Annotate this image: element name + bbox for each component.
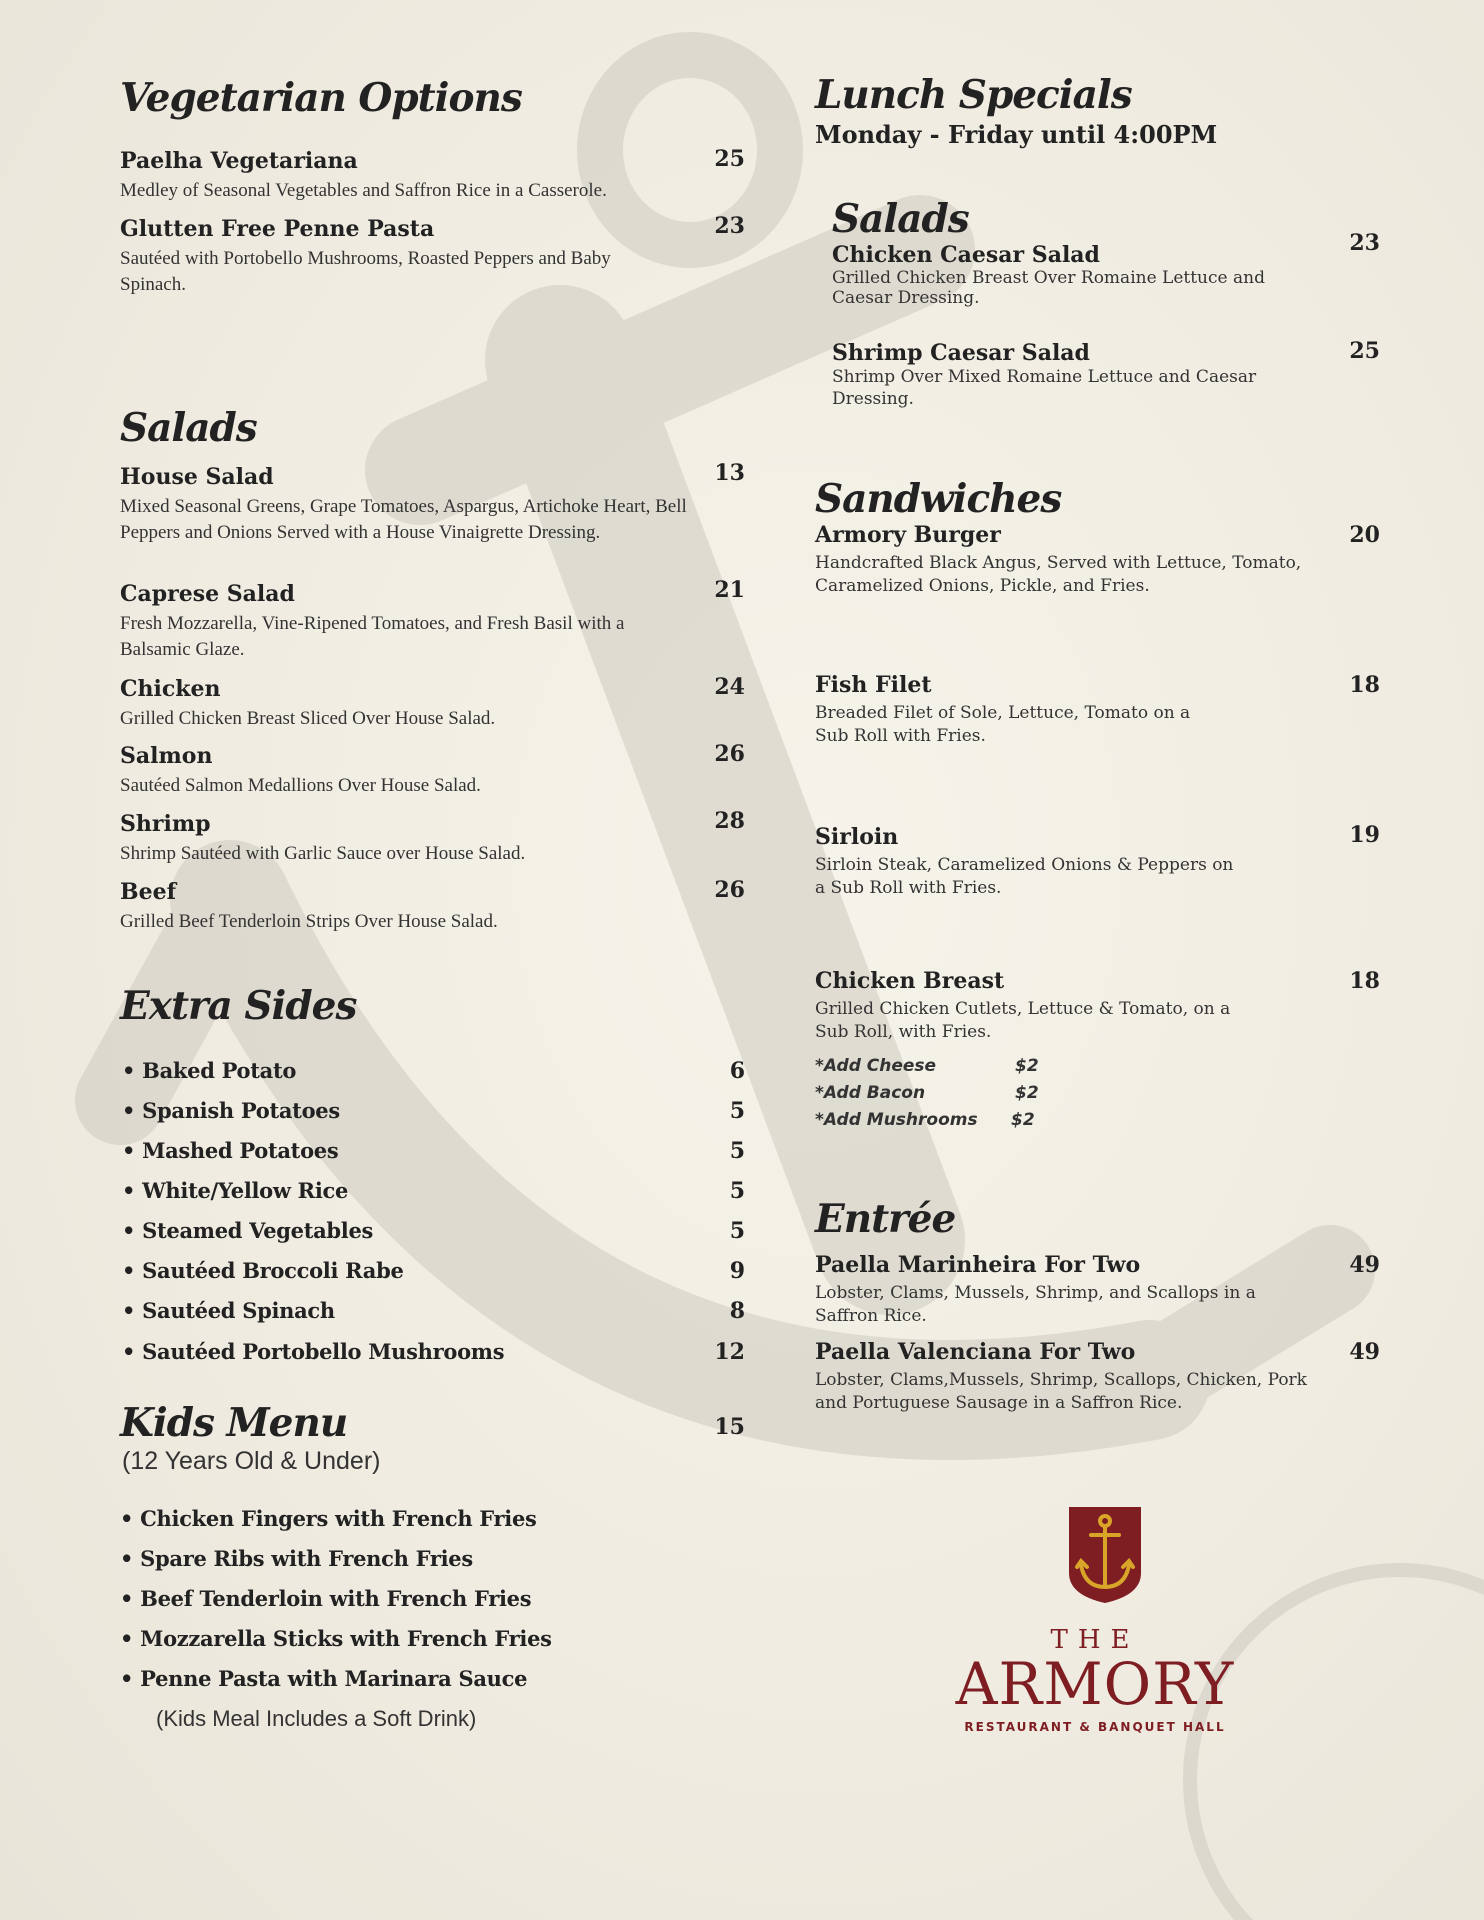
kids-menu-note: (Kids Meal Includes a Soft Drink) <box>156 1706 477 1731</box>
logo-tagline: RESTAURANT & BANQUET HALL <box>964 1720 1226 1734</box>
item-description: Sautéed Salmon Medallions Over House Salad. <box>120 775 481 796</box>
menu-item <box>120 676 720 732</box>
section-title-sandwiches: Sandwiches <box>815 476 1062 522</box>
item-price: 49 <box>1349 1339 1380 1365</box>
item-name: Shrimp Caesar Salad <box>832 340 1090 366</box>
addon-price: $2 <box>1015 1056 1039 1076</box>
item-price: 26 <box>714 877 745 903</box>
list-item: • Mozzarella Sticks with French Fries <box>120 1626 552 1651</box>
item-description: Grilled Chicken Cutlets, Lettuce & Tomato, on a Sub Roll, with Fries. <box>815 999 1231 1042</box>
item-name: Caprese Salad <box>120 581 295 607</box>
item-price: 13 <box>714 460 745 486</box>
item-description: Fresh Mozzarella, Vine-Ripened Tomatoes, and Fresh Basil with a Balsamic Glaze. <box>120 613 625 660</box>
item-price: 6 <box>729 1058 745 1084</box>
section-title-lunch-salads: Salads <box>832 196 969 242</box>
item-name: Shrimp <box>120 811 211 837</box>
item-name: House Salad <box>120 464 274 490</box>
item-name: Salmon <box>120 743 213 769</box>
menu-item <box>815 968 1245 1044</box>
section-title-vegetarian: Vegetarian Options <box>120 75 522 121</box>
item-name: Beef <box>120 879 177 905</box>
item-price: 9 <box>729 1258 745 1284</box>
item-description: Breaded Filet of Sole, Lettuce, Tomato on a Sub Roll with Fries. <box>815 703 1191 746</box>
item-price: 26 <box>714 741 745 767</box>
item-description: Handcrafted Black Angus, Served with Lettuce, Tomato, Caramelized Onions, Pickle, and Fries. <box>815 553 1302 596</box>
item-price: 49 <box>1349 1252 1380 1278</box>
item-price: 24 <box>714 674 745 700</box>
item-description: Lobster, Clams, Mussels, Shrimp, and Scallops in a Saffron Rice. <box>815 1283 1256 1326</box>
addon-name: *Add Mushrooms <box>815 1110 978 1130</box>
addon-name: *Add Cheese <box>815 1056 937 1076</box>
item-price: 5 <box>729 1138 745 1164</box>
list-item: • Spanish Potatoes <box>122 1098 340 1123</box>
item-description: Grilled Chicken Breast Over Romaine Lettuce and Caesar Dressing. <box>832 268 1265 308</box>
menu-item <box>815 1252 1275 1328</box>
item-description: Shrimp Over Mixed Romaine Lettuce and Caesar Dressing. <box>832 367 1257 409</box>
list-item: • Sautéed Spinach <box>122 1298 335 1323</box>
list-item: • Chicken Fingers with French Fries <box>120 1506 537 1531</box>
section-title-lunch-specials: Lunch Specials <box>815 72 1132 118</box>
item-price: 5 <box>729 1178 745 1204</box>
addon-name: *Add Bacon <box>815 1083 926 1103</box>
item-price: 12 <box>714 1339 745 1365</box>
item-price: 20 <box>1349 522 1380 548</box>
list-item: • Sautéed Portobello Mushrooms <box>122 1339 504 1364</box>
item-name: Glutten Free Penne Pasta <box>120 216 435 242</box>
item-price: 25 <box>1349 338 1380 364</box>
menu-item <box>120 148 720 204</box>
item-price: 18 <box>1349 672 1380 698</box>
list-item: • Baked Potato <box>122 1058 296 1083</box>
item-price: 23 <box>714 213 745 239</box>
section-title-kids-menu: Kids Menu <box>120 1400 348 1446</box>
menu-item <box>832 340 1292 410</box>
anchor-icon <box>1067 1505 1143 1605</box>
list-item: • Spare Ribs with French Fries <box>120 1546 473 1571</box>
kids-menu-subtitle: (12 Years Old & Under) <box>122 1447 381 1475</box>
menu-item <box>120 879 720 935</box>
list-item: • Steamed Vegetables <box>122 1218 373 1243</box>
section-title-entree: Entrée <box>815 1196 956 1242</box>
item-name: Paella Marinheira For Two <box>815 1252 1141 1278</box>
menu-item <box>120 581 650 663</box>
list-item: • Mashed Potatoes <box>122 1138 338 1163</box>
menu-item <box>120 216 640 298</box>
item-price: 28 <box>714 808 745 834</box>
item-description: Shrimp Sautéed with Garlic Sauce over House Salad. <box>120 843 526 864</box>
item-price: 15 <box>714 1414 745 1440</box>
section-title-extra-sides: Extra Sides <box>120 983 357 1029</box>
menu-item <box>815 672 1195 748</box>
item-description: Sirloin Steak, Caramelized Onions & Peppers on a Sub Roll with Fries. <box>815 855 1234 898</box>
item-name: Armory Burger <box>815 522 1001 548</box>
menu-item <box>815 824 1245 900</box>
menu-item <box>120 811 720 867</box>
logo-the: THE <box>1050 1625 1140 1655</box>
item-description: Grilled Chicken Breast Sliced Over House Salad. <box>120 708 496 729</box>
item-price: 18 <box>1349 968 1380 994</box>
item-name: Chicken Breast <box>815 968 1005 994</box>
addon-price: $2 <box>1015 1083 1039 1103</box>
restaurant-logo <box>930 1505 1260 1745</box>
addon-price: $2 <box>1011 1110 1035 1130</box>
menu-item <box>832 242 1322 308</box>
item-name: Chicken <box>120 676 221 702</box>
item-description: Grilled Beef Tenderloin Strips Over House Salad. <box>120 911 498 932</box>
item-price: 25 <box>714 146 745 172</box>
item-price: 23 <box>1349 230 1380 256</box>
list-item: • Beef Tenderloin with French Fries <box>120 1586 531 1611</box>
item-name: Chicken Caesar Salad <box>832 242 1100 268</box>
item-name: Sirloin <box>815 824 899 850</box>
menu-item <box>815 522 1355 598</box>
item-description: Lobster, Clams,Mussels, Shrimp, Scallops, Chicken, Pork and Portuguese Sausage in a Saffron Rice. <box>815 1370 1307 1413</box>
list-item: • Sautéed Broccoli Rabe <box>122 1258 404 1283</box>
item-description: Medley of Seasonal Vegetables and Saffron Rice in a Casserole. <box>120 180 607 201</box>
item-price: 5 <box>729 1218 745 1244</box>
section-title-salads: Salads <box>120 405 257 451</box>
item-name: Paelha Vegetariana <box>120 148 358 174</box>
menu-item <box>120 464 720 546</box>
lunch-specials-hours: Monday - Friday until 4:00PM <box>815 120 1218 149</box>
item-description: Mixed Seasonal Greens, Grape Tomatoes, Aspargus, Artichoke Heart, Bell Peppers and Onions Served with a House Vinaigrette Dressing. <box>120 496 687 543</box>
item-price: 19 <box>1349 822 1380 848</box>
logo-name: ARMORY <box>955 1650 1235 1718</box>
item-name: Fish Filet <box>815 672 932 698</box>
item-price: 8 <box>729 1298 745 1324</box>
item-price: 21 <box>714 577 745 603</box>
list-item: • Penne Pasta with Marinara Sauce <box>120 1666 527 1691</box>
item-price: 5 <box>729 1098 745 1124</box>
item-name: Paella Valenciana For Two <box>815 1339 1136 1365</box>
item-description: Sautéed with Portobello Mushrooms, Roasted Peppers and Baby Spinach. <box>120 248 611 295</box>
menu-item <box>120 743 720 799</box>
list-item: • White/Yellow Rice <box>122 1178 348 1203</box>
menu-item <box>815 1339 1335 1415</box>
